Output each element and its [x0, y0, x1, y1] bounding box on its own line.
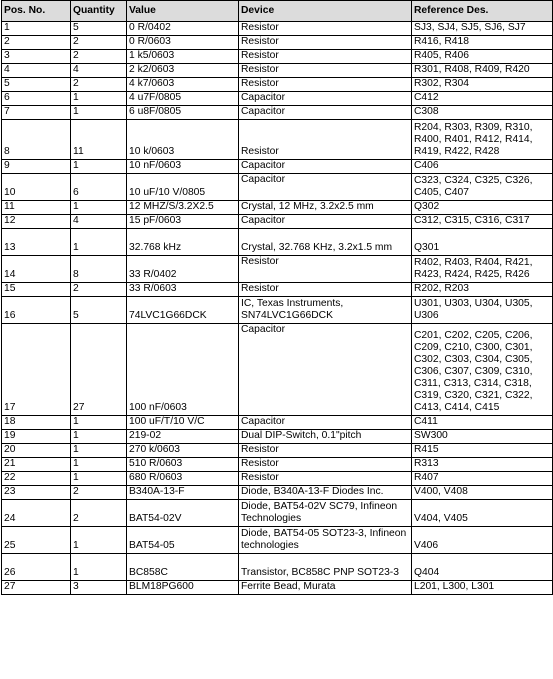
cell-device: Transistor, BC858C PNP SOT23-3: [239, 554, 412, 581]
cell-device: Capacitor: [239, 215, 412, 229]
cell-reference-des: C406: [412, 160, 553, 174]
cell-value: B340A-13-F: [127, 486, 239, 500]
cell-pos-no: 13: [2, 229, 71, 256]
cell-reference-des: SW300: [412, 430, 553, 444]
cell-quantity: 3: [71, 581, 127, 595]
cell-reference-des: C323, C324, C325, C326, C405, C407: [412, 174, 553, 201]
table-row: [2, 229, 553, 256]
table-row: [2, 64, 553, 78]
cell-value: 4 k7/0603: [127, 78, 239, 92]
cell-quantity: 2: [71, 500, 127, 527]
cell-pos-no: 3: [2, 50, 71, 64]
cell-quantity: 1: [71, 416, 127, 430]
cell-quantity: 4: [71, 64, 127, 78]
cell-reference-des: V400, V408: [412, 486, 553, 500]
table-row: [2, 36, 553, 50]
cell-value: BLM18PG600: [127, 581, 239, 595]
table-row: [2, 486, 553, 500]
cell-value: 10 uF/10 V/0805: [127, 174, 239, 201]
cell-value: 32.768 kHz: [127, 229, 239, 256]
table-row: [2, 581, 553, 595]
cell-value: 0 R/0603: [127, 36, 239, 50]
cell-quantity: 5: [71, 22, 127, 36]
cell-device: Crystal, 32.768 KHz, 3.2x1.5 mm: [239, 229, 412, 256]
cell-device: Crystal, 12 MHz, 3.2x2.5 mm: [239, 201, 412, 215]
cell-device: Capacitor: [239, 92, 412, 106]
cell-reference-des: R415: [412, 444, 553, 458]
cell-value: 100 uF/T/10 V/C: [127, 416, 239, 430]
cell-device: Capacitor: [239, 174, 412, 201]
cell-value: 0 R/0402: [127, 22, 239, 36]
cell-quantity: 2: [71, 283, 127, 297]
cell-value: 680 R/0603: [127, 472, 239, 486]
cell-reference-des: R416, R418: [412, 36, 553, 50]
cell-value: 33 R/0603: [127, 283, 239, 297]
cell-device: Resistor: [239, 256, 412, 283]
cell-quantity: 1: [71, 430, 127, 444]
cell-value: 10 k/0603: [127, 120, 239, 160]
cell-pos-no: 10: [2, 174, 71, 201]
cell-reference-des: C312, C315, C316, C317: [412, 215, 553, 229]
cell-quantity: 1: [71, 160, 127, 174]
cell-reference-des: R407: [412, 472, 553, 486]
cell-device: Ferrite Bead, Murata: [239, 581, 412, 595]
table-row: [2, 160, 553, 174]
cell-value: 4 u7F/0805: [127, 92, 239, 106]
cell-reference-des: C201, C202, C205, C206, C209, C210, C300, C301, C302, C303, C304, C305, C306, C307, C309, C310, C311, C313, C314, C318, C319, C320, C321, C322, C413, C414, C415: [412, 324, 553, 416]
cell-quantity: 2: [71, 78, 127, 92]
cell-reference-des: U301, U303, U304, U305, U306: [412, 297, 553, 324]
table-row: [2, 416, 553, 430]
cell-pos-no: 4: [2, 64, 71, 78]
cell-device: Resistor: [239, 36, 412, 50]
cell-device: Capacitor: [239, 106, 412, 120]
cell-pos-no: 2: [2, 36, 71, 50]
cell-value: 10 nF/0603: [127, 160, 239, 174]
cell-pos-no: 27: [2, 581, 71, 595]
cell-value: BC858C: [127, 554, 239, 581]
cell-pos-no: 20: [2, 444, 71, 458]
cell-pos-no: 24: [2, 500, 71, 527]
cell-pos-no: 16: [2, 297, 71, 324]
table-row: [2, 256, 553, 283]
cell-device: Capacitor: [239, 416, 412, 430]
cell-device: Resistor: [239, 283, 412, 297]
header-value: Value: [127, 1, 239, 22]
cell-reference-des: Q302: [412, 201, 553, 215]
cell-pos-no: 25: [2, 527, 71, 554]
cell-quantity: 2: [71, 36, 127, 50]
header-reference-des: Reference Des.: [412, 1, 553, 22]
table-body: [2, 22, 553, 595]
cell-pos-no: 5: [2, 78, 71, 92]
cell-quantity: 1: [71, 106, 127, 120]
cell-pos-no: 12: [2, 215, 71, 229]
cell-value: 100 nF/0603: [127, 324, 239, 416]
cell-pos-no: 22: [2, 472, 71, 486]
cell-quantity: 2: [71, 50, 127, 64]
cell-device: Resistor: [239, 78, 412, 92]
cell-value: 6 u8F/0805: [127, 106, 239, 120]
cell-reference-des: Q404: [412, 554, 553, 581]
cell-reference-des: V404, V405: [412, 500, 553, 527]
cell-value: 15 pF/0603: [127, 215, 239, 229]
header-device: Device: [239, 1, 412, 22]
cell-device: Diode, B340A-13-F Diodes Inc.: [239, 486, 412, 500]
cell-pos-no: 7: [2, 106, 71, 120]
cell-device: Resistor: [239, 50, 412, 64]
cell-quantity: 5: [71, 297, 127, 324]
cell-pos-no: 6: [2, 92, 71, 106]
table-row: [2, 472, 553, 486]
table-row: [2, 444, 553, 458]
cell-reference-des: C411: [412, 416, 553, 430]
cell-value: 12 MHZ/S/3.2X2.5: [127, 201, 239, 215]
cell-value: 1 k5/0603: [127, 50, 239, 64]
cell-device: Resistor: [239, 458, 412, 472]
cell-pos-no: 11: [2, 201, 71, 215]
header-pos-no: Pos. No.: [2, 1, 71, 22]
cell-device: IC, Texas Instruments, SN74LVC1G66DCK: [239, 297, 412, 324]
cell-reference-des: R204, R303, R309, R310, R400, R401, R412, R414, R419, R422, R428: [412, 120, 553, 160]
table-row: [2, 527, 553, 554]
cell-device: Capacitor: [239, 160, 412, 174]
table-row: [2, 106, 553, 120]
cell-quantity: 6: [71, 174, 127, 201]
table-row: [2, 500, 553, 527]
cell-device: Resistor: [239, 64, 412, 78]
table-row: [2, 283, 553, 297]
table-row: [2, 174, 553, 201]
cell-pos-no: 8: [2, 120, 71, 160]
table-row: [2, 297, 553, 324]
cell-pos-no: 1: [2, 22, 71, 36]
table-row: [2, 78, 553, 92]
bom-table: [1, 0, 553, 595]
cell-device: Resistor: [239, 472, 412, 486]
cell-quantity: 1: [71, 444, 127, 458]
cell-reference-des: R302, R304: [412, 78, 553, 92]
table-header: [2, 1, 553, 22]
table-row: [2, 430, 553, 444]
cell-value: 2 k2/0603: [127, 64, 239, 78]
cell-pos-no: 9: [2, 160, 71, 174]
cell-value: 510 R/0603: [127, 458, 239, 472]
table-row: [2, 50, 553, 64]
cell-quantity: 4: [71, 215, 127, 229]
cell-quantity: 1: [71, 527, 127, 554]
cell-quantity: 1: [71, 201, 127, 215]
cell-device: Resistor: [239, 22, 412, 36]
cell-reference-des: C308: [412, 106, 553, 120]
cell-quantity: 11: [71, 120, 127, 160]
cell-pos-no: 15: [2, 283, 71, 297]
table-row: [2, 92, 553, 106]
cell-device: Resistor: [239, 444, 412, 458]
table-row: [2, 201, 553, 215]
cell-reference-des: C412: [412, 92, 553, 106]
cell-device: Capacitor: [239, 324, 412, 416]
cell-quantity: 1: [71, 458, 127, 472]
cell-quantity: 1: [71, 229, 127, 256]
cell-value: 74LVC1G66DCK: [127, 297, 239, 324]
cell-quantity: 1: [71, 554, 127, 581]
cell-reference-des: R202, R203: [412, 283, 553, 297]
cell-quantity: 1: [71, 472, 127, 486]
cell-device: Diode, BAT54-02V SC79, Infineon Technologies: [239, 500, 412, 527]
header-row: [2, 1, 553, 22]
table-row: [2, 22, 553, 36]
cell-reference-des: SJ3, SJ4, SJ5, SJ6, SJ7: [412, 22, 553, 36]
table-row: [2, 324, 553, 416]
cell-pos-no: 26: [2, 554, 71, 581]
table-row: [2, 215, 553, 229]
cell-pos-no: 18: [2, 416, 71, 430]
cell-pos-no: 14: [2, 256, 71, 283]
cell-value: 33 R/0402: [127, 256, 239, 283]
cell-value: BAT54-02V: [127, 500, 239, 527]
cell-reference-des: R301, R408, R409, R420: [412, 64, 553, 78]
header-quantity: Quantity: [71, 1, 127, 22]
cell-reference-des: Q301: [412, 229, 553, 256]
cell-pos-no: 17: [2, 324, 71, 416]
cell-quantity: 8: [71, 256, 127, 283]
cell-device: Diode, BAT54-05 SOT23-3, Infineon technologies: [239, 527, 412, 554]
cell-quantity: 2: [71, 486, 127, 500]
cell-quantity: 27: [71, 324, 127, 416]
table-row: [2, 458, 553, 472]
cell-reference-des: R402, R403, R404, R421, R423, R424, R425, R426: [412, 256, 553, 283]
cell-value: BAT54-05: [127, 527, 239, 554]
table-row: [2, 120, 553, 160]
cell-pos-no: 23: [2, 486, 71, 500]
cell-reference-des: R405, R406: [412, 50, 553, 64]
cell-device: Dual DIP-Switch, 0.1"pitch: [239, 430, 412, 444]
cell-reference-des: R313: [412, 458, 553, 472]
table-row: [2, 554, 553, 581]
cell-device: Resistor: [239, 120, 412, 160]
cell-pos-no: 21: [2, 458, 71, 472]
cell-pos-no: 19: [2, 430, 71, 444]
cell-value: 270 k/0603: [127, 444, 239, 458]
cell-reference-des: L201, L300, L301: [412, 581, 553, 595]
cell-value: 219-02: [127, 430, 239, 444]
cell-reference-des: V406: [412, 527, 553, 554]
cell-quantity: 1: [71, 92, 127, 106]
